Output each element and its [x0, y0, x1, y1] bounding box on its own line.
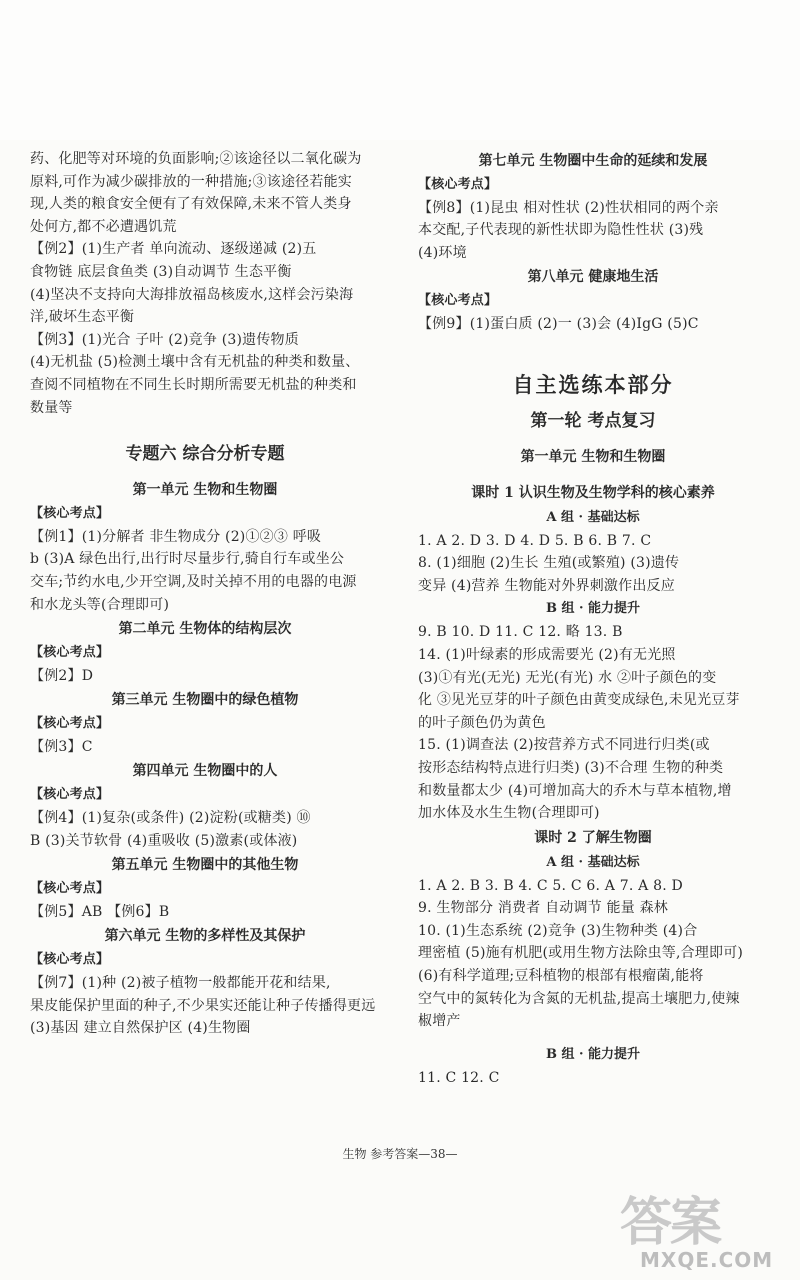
unit-answers [30, 526, 380, 616]
unit-title: 第二单元 生物体的结构层次 [118, 621, 292, 638]
answer-line: 和水龙头等(合理即可) [30, 596, 170, 613]
answer-line: 现,人类的粮食安全便有了有效保障,未来不管人类身 [30, 196, 352, 213]
unit-title: 第一单元 生物和生物圈 [520, 448, 666, 465]
unit-title: 第七单元 生物圈中生命的延续和发展 [478, 153, 708, 169]
answer-line: 查阅不同植物在不同生长时期所需要无机盐的种类和 [30, 376, 357, 393]
unit-title: 第三单元 生物圈中的绿色植物 [111, 692, 299, 709]
core-points-label: 【核心考点】 [30, 645, 110, 661]
answer-line: 【例9】(1)蛋白质 (2)一 (3)会 (4)IgG (5)C [418, 315, 699, 332]
answer-line: 的叶子颜色仍为黄色 [418, 714, 546, 731]
core-points-label: 【核心考点】 [30, 881, 110, 897]
answer-line: 理密植 (5)施有机肥(或用生物方法除虫等,合理即可) [418, 945, 744, 962]
group-answers [418, 621, 768, 824]
answer-line: 药、化肥等对环境的负面影响;②该途径以二氧化碳为 [30, 151, 362, 167]
unit-title: 第五单元 生物圈中的其他生物 [111, 857, 299, 874]
answer-line: 【例5】AB 【例6】B [30, 903, 170, 920]
answer-line: 空气中的氮转化为含氮的无机盐,提高土壤肥力,使辣 [418, 990, 740, 1007]
answer-line: 和数量都太少 (4)可增加高大的乔木与草本植物,增 [418, 782, 732, 799]
answer-line: 8. (1)细胞 (2)生长 生殖(或繁殖) (3)遗传 [418, 555, 680, 572]
answer-line: 【例4】(1)复杂(或条件) (2)淀粉(或糖类) ⑩ [30, 810, 311, 827]
answer-line: 原料,可作为减少碳排放的一种措施;③该途径若能实 [30, 173, 352, 190]
unit-answers [30, 972, 380, 1040]
unit-answers [30, 901, 380, 924]
answer-line: 10. (1)生态系统 (2)竞争 (3)生物种类 (4)合 [418, 922, 698, 939]
core-points-label: 【核心考点】 [30, 952, 110, 968]
answer-line: (6)有科学道理;豆科植物的根部有根瘤菌,能将 [418, 968, 704, 985]
group-answers [418, 530, 768, 598]
page-footer: 生物 参考答案—38— [342, 1147, 458, 1161]
core-points-label: 【核心考点】 [30, 716, 110, 732]
core-points-label: 【核心考点】 [30, 787, 110, 803]
answer-line: 11. C 12. C [418, 1069, 500, 1086]
answer-line: 9. 生物部分 消费者 自动调节 能量 森林 [418, 900, 669, 917]
answer-line: (4)环境 [418, 244, 467, 261]
answer-line: 加水体及水生生物(合理即可) [418, 805, 600, 822]
group-b-label: B 组 · 能力提升 [545, 601, 641, 617]
continued-answers [30, 148, 380, 419]
answer-line: 按形态结构特点进行归类) (3)不合理 生物的种类 [418, 759, 724, 776]
answer-line: 【例2】D [30, 667, 94, 684]
answer-line: 食物链 底层食鱼类 (3)自动调节 生态平衡 [30, 263, 292, 280]
left-column [30, 148, 380, 1040]
unit-answers [30, 736, 380, 759]
answer-line: 【例1】(1)分解者 非生物成分 (2)①②③ 呼吸 [30, 528, 322, 545]
answer-line: 处何方,都不必遭遇饥荒 [30, 218, 177, 235]
round-title: 第一轮 考点复习 [530, 410, 656, 431]
core-points-label: 【核心考点】 [418, 177, 498, 192]
page-top-blank [0, 0, 800, 140]
answer-line: 【例7】(1)种 (2)被子植物一般都能开花和结果, [30, 975, 331, 992]
unit-title: 第六单元 生物的多样性及其保护 [104, 928, 306, 945]
answer-line: 本交配,子代表现的新性状即为隐性性状 (3)残 [418, 222, 704, 239]
group-a-label: A 组 · 基础达标 [546, 854, 640, 870]
core-points-label: 【核心考点】 [30, 506, 110, 522]
answer-line: 化 ③见光豆芽的叶子颜色由黄变成绿色,未见光豆芽 [418, 692, 740, 709]
topic-title: 专题六 综合分析专题 [125, 444, 285, 465]
answer-line: (4)无机盐 (5)检测土壤中含有无机盐的种类和数量、 [30, 354, 360, 371]
answer-line: 9. B 10. D 11. C 12. 略 13. B [418, 624, 623, 641]
answer-line: 洋,破坏生态平衡 [30, 309, 135, 326]
answer-line: 1. A 2. B 3. B 4. C 5. C 6. A 7. A 8. D [418, 877, 683, 894]
answer-line: 【例3】(1)光合 子叶 (2)竞争 (3)遗传物质 [30, 331, 299, 348]
right-column [418, 148, 768, 1089]
answer-line: (3)①有光(无光) 无光(有光) 水 ②叶子颜色的变 [418, 669, 717, 686]
unit-answers [30, 665, 380, 688]
unit-title: 第八单元 健康地生活 [527, 269, 659, 286]
watermark-url: MXQE.COM [640, 1248, 774, 1272]
answer-line: (3)基因 建立自然保护区 (4)生物圈 [30, 1020, 251, 1037]
group-answers [418, 875, 768, 1033]
answer-line: 【例3】C [30, 738, 93, 755]
group-a-label: A 组 · 基础达标 [546, 509, 640, 525]
answer-line: B (3)关节软骨 (4)重吸收 (5)激素(或体液) [30, 832, 298, 849]
answer-line: 【例8】(1)昆虫 相对性状 (2)性状相同的两个亲 [418, 199, 719, 216]
group-answers [418, 1067, 768, 1090]
unit-answers [418, 197, 768, 265]
answer-line: 1. A 2. D 3. D 4. D 5. B 6. B 7. C [418, 532, 652, 549]
answer-line: 数量等 [30, 399, 73, 416]
lesson-title: 课时 2 了解生物圈 [534, 829, 652, 846]
answer-line: 椒增产 [418, 1013, 461, 1030]
unit-title: 第四单元 生物圈中的人 [132, 763, 278, 780]
unit-title: 第一单元 生物和生物圈 [132, 482, 278, 499]
answer-line: b (3)A 绿色出行,出行时尽量步行,骑自行车或坐公 [30, 551, 345, 568]
answer-line: 15. (1)调查法 (2)按营养方式不同进行归类(或 [418, 737, 710, 754]
unit-answers [418, 313, 768, 336]
group-b-label: B 组 · 能力提升 [545, 1046, 641, 1062]
watermark-logo: 答案 [620, 1193, 721, 1253]
answer-line: (4)坚决不支持向大海排放福岛核废水,这样会污染海 [30, 286, 354, 303]
lesson-title: 课时 1 认识生物及生物学科的核心素养 [471, 484, 715, 501]
core-points-label: 【核心考点】 [418, 293, 498, 309]
unit-answers [30, 807, 380, 852]
part-title: 自主选练本部分 [512, 371, 674, 397]
answer-line: 【例2】(1)生产者 单向流动、逐级递减 (2)五 [30, 241, 317, 258]
answer-line: 14. (1)叶绿素的形成需要光 (2)有无光照 [418, 646, 676, 663]
answer-line: 果皮能保护里面的种子,不少果实还能让种子传播得更远 [30, 997, 376, 1014]
answer-line: 变异 (4)营养 生物能对外界刺激作出反应 [418, 577, 675, 594]
answer-line: 交车;节约水电,少开空调,及时关掉不用的电器的电源 [30, 573, 357, 590]
